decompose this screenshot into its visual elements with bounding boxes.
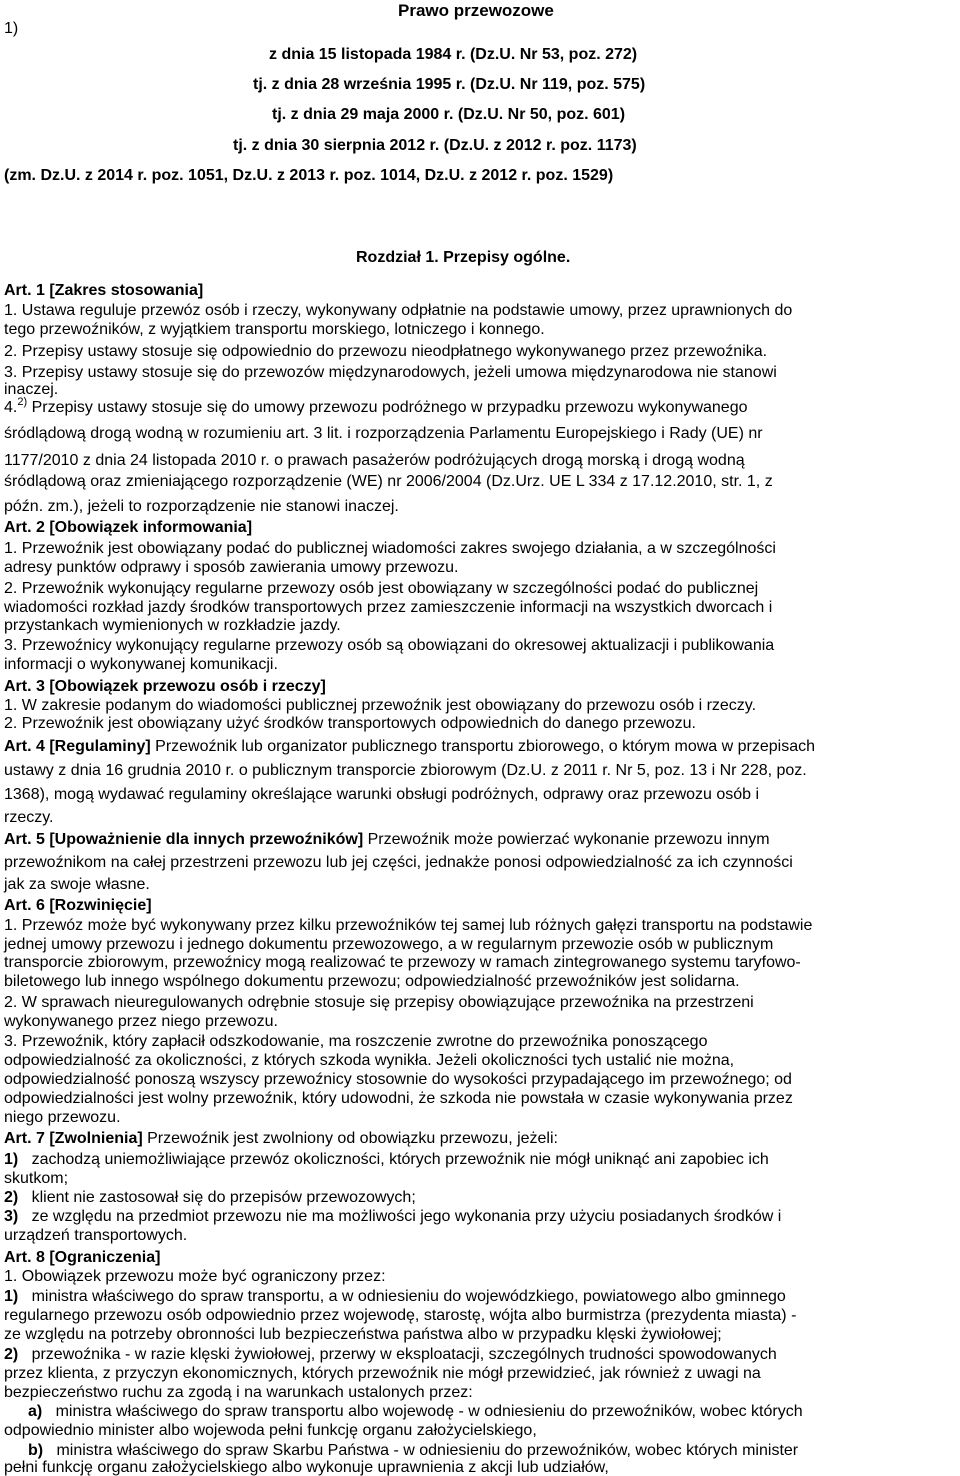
paragraph-line: śródlądową oraz zmieniającego rozporządzenie (WE) nr 2006/2004 (Dz.Urz. UE L 334 z 17.12.2010, str. 1, z <box>4 473 773 490</box>
paragraph-line: 1. Obowiązek przewozu może być ograniczony przez: <box>4 1268 386 1285</box>
date-line: z dnia 15 listopada 1984 r. (Dz.U. Nr 53, poz. 272) <box>269 46 638 63</box>
paragraph-line: biletowego lub innego wspólnego dokumentu przewozu; odpowiedzialność przewoźników jest solidarna. <box>4 973 740 990</box>
item-number: 3) <box>4 1208 19 1225</box>
article-heading: Art. 8 [Ograniczenia] <box>4 1249 161 1266</box>
paragraph-line: rzeczy. <box>4 809 54 826</box>
paragraph-line: 1. W zakresie podanym do wiadomości publicznej przewoźnik jest obowiązany do przewozu osób i rzeczy. <box>4 697 757 714</box>
paragraph-line: wykonywanego przez niego przewozu. <box>4 1013 278 1030</box>
paragraph-line: śródlądową drogą wodną w rozumieniu art. 3 lit. i rozporządzenia Parlamentu Europejskiego i Rady (UE) nr <box>4 425 763 442</box>
list-item <box>4 1150 769 1170</box>
paragraph-text: Przewoźnik jest zwolniony od obowiązku przewozu, jeżeli: <box>147 1130 558 1147</box>
item-number: 1) <box>4 1151 19 1168</box>
paragraph-line: późn. zm.), jeżeli to rozporządzenie nie stanowi inaczej. <box>4 498 399 515</box>
paragraph-line: ustawy z dnia 16 grudnia 2010 r. o publicznym transporcie zbiorowym (Dz.U. z 2011 r. Nr 5, poz. 13 i Nr 228, poz. <box>4 762 807 779</box>
paragraph-line: 1. Przewoźnik jest obowiązany podać do publicznej wiadomości zakres swojego działania, a w szczególności <box>4 540 776 557</box>
amendments-line: (zm. Dz.U. z 2014 r. poz. 1051, Dz.U. z 2013 r. poz. 1014, Dz.U. z 2012 r. poz. 1529) <box>4 167 614 184</box>
paragraph-line: adresy punktów odprawy i sposób zawierania umowy przewozu. <box>4 559 459 576</box>
article-heading: Art. 6 [Rozwinięcie] <box>4 897 152 914</box>
paragraph-line <box>4 1129 558 1149</box>
list-item <box>4 1188 416 1208</box>
paragraph-number: 4. <box>4 399 18 416</box>
list-item-continuation: bezpieczeństwo ruchu za zgodą i na warunkach ustalonych przez: <box>4 1384 473 1401</box>
item-number: 1) <box>4 1288 19 1305</box>
list-subitem-continuation: odpowiednio minister albo wojewoda pełni funkcję organu założycielskiego, <box>4 1422 537 1439</box>
article-heading: Art. 3 [Obowiązek przewozu osób i rzeczy] <box>4 678 326 695</box>
paragraph-text: Przepisy ustawy stosuje się do umowy przewozu podróżnego w przypadku przewozu wykonywanego <box>31 399 748 416</box>
paragraph-line: informacji o wykonywanej komunikacji. <box>4 656 278 673</box>
subitem-text: ministra właściwego do spraw Skarbu Państwa - w odniesieniu do przewoźników, wobec których minister <box>56 1442 799 1459</box>
subitem-text: ministra właściwego do spraw transportu albo wojewodę - w odniesieniu do przewoźników, wobec których <box>55 1403 803 1420</box>
paragraph-line: 3. Przewoźnik, który zapłacił odszkodowanie, ma roszczenie zwrotne do przewoźnika ponoszącego <box>4 1033 708 1050</box>
list-subitem <box>28 1402 803 1422</box>
paragraph-line <box>4 830 770 850</box>
paragraph-line: 2. W sprawach nieuregulowanych odrębnie stosuje się przepisy obowiązujące przewoźnika na przestrzeni <box>4 994 754 1011</box>
paragraph-line: tego przewoźników, z wyjątkiem transportu morskiego, lotniczego i konnego. <box>4 321 545 338</box>
paragraph-line: 2. Przewoźnik wykonujący regularne przewozy osób jest obowiązany w szczególności podać do publicznej <box>4 580 759 597</box>
paragraph-line: 1177/2010 z dnia 24 listopada 2010 r. o prawach pasażerów podróżujących drogą morską i drogą wodną <box>4 452 745 469</box>
footnote-marker: 1) <box>4 20 19 37</box>
paragraph-line: inaczej. <box>4 381 59 398</box>
paragraph-line: 1. Przewóz może być wykonywany przez kilku przewoźników tej samej lub różnych gałęzi transportu na podstawie <box>4 917 813 934</box>
list-item-continuation: ze względu na potrzeby obronności lub bezpieczeństwa państwa albo w przypadku klęski żywiołowej; <box>4 1326 722 1343</box>
item-number: 2) <box>4 1189 19 1206</box>
paragraph-line: transporcie zbiorowym, przewoźnicy mogą realizować te przewozy w ramach zintegrowanego systemu taryfowo- <box>4 954 801 971</box>
paragraph-line <box>4 737 815 757</box>
paragraph-line: 1. Ustawa reguluje przewóz osób i rzeczy, wykonywany odpłatnie na podstawie umowy, przez uprawnionych do <box>4 302 793 319</box>
item-number: 2) <box>4 1346 19 1363</box>
paragraph-line <box>4 398 748 419</box>
paragraph-line: przewoźnikom na całej przestrzeni przewozu lub jej części, jednakże ponosi odpowiedzialność za ich czynności <box>4 854 793 871</box>
article-heading: Art. 4 [Regulaminy] <box>4 738 151 755</box>
paragraph-line: jak za swoje własne. <box>4 876 150 893</box>
article-heading: Art. 5 [Upoważnienie dla innych przewoźników] <box>4 831 364 848</box>
list-subitem-continuation: pełni funkcję organu założycielskiego albo wykonuje uprawnienia z akcji lub udziałów, <box>4 1459 609 1476</box>
paragraph-line: 1368), mogą wydawać regulaminy określające warunki obsługi podróżnych, odprawy oraz przewozu osób i <box>4 786 760 803</box>
article-heading: Art. 7 [Zwolnienia] <box>4 1130 143 1147</box>
item-text: przewoźnika - w razie klęski żywiołowej, przerwy w eksploatacji, szczególnych trudności spowodowanych <box>31 1346 777 1363</box>
paragraph-line: odpowiedzialności jest wolny przewoźnik, który udowodni, że szkoda nie powstała w czasie wykonywania przez <box>4 1090 793 1107</box>
paragraph-text: Przewoźnik może powierzać wykonanie przewozu innym <box>367 831 770 848</box>
paragraph-line: jednej umowy przewozu i jednego dokumentu przewozowego, a w regularnym przewozie osób w publicznym <box>4 936 774 953</box>
chapter-heading: Rozdział 1. Przepisy ogólne. <box>356 249 571 266</box>
paragraph-line: odpowiedzialność za okoliczności, z których szkoda wynikła. Jeżeli okoliczności tych ustalić nie można, <box>4 1052 735 1069</box>
subitem-letter: a) <box>28 1403 43 1420</box>
date-line: tj. z dnia 28 września 1995 r. (Dz.U. Nr 119, poz. 575) <box>253 76 646 93</box>
item-text: klient nie zastosował się do przepisów przewozowych; <box>31 1189 416 1206</box>
list-item-continuation: regularnego przewozu osób odpowiednio przez wojewodę, starostę, wójta albo burmistrza (prezydenta miasta) - <box>4 1307 797 1324</box>
paragraph-line: niego przewozu. <box>4 1109 121 1126</box>
list-item-continuation: skutkom; <box>4 1170 69 1187</box>
page-title: Prawo przewozowe <box>398 1 554 20</box>
item-text: ze względu na przedmiot przewozu nie ma możliwości jego wykonania przy użyciu posiadanych środków i <box>31 1208 782 1225</box>
paragraph-line: 2. Przewoźnik jest obowiązany użyć środków transportowych odpowiednich do danego przewozu. <box>4 715 696 732</box>
article-heading: Art. 2 [Obowiązek informowania] <box>4 519 253 536</box>
subitem-letter: b) <box>28 1442 44 1459</box>
list-item <box>4 1287 786 1307</box>
item-text: ministra właściwego do spraw transportu, a w odniesieniu do wojewódzkiego, powiatowego albo gminnego <box>31 1288 786 1305</box>
item-text: zachodzą uniemożliwiające przewóz okoliczności, których przewoźnik nie mógł uniknąć ani zapobiec ich <box>31 1151 769 1168</box>
date-line: tj. z dnia 30 sierpnia 2012 r. (Dz.U. z 2012 r. poz. 1173) <box>233 137 637 154</box>
date-line: tj. z dnia 29 maja 2000 r. (Dz.U. Nr 50, poz. 601) <box>272 106 626 123</box>
footnote-ref: 2) <box>17 396 28 408</box>
paragraph-line: 3. Przepisy ustawy stosuje się do przewozów międzynarodowych, jeżeli umowa międzynarodowa nie stanowi <box>4 364 777 381</box>
paragraph-line: wiadomości rozkład jazdy środków transportowych przez zamieszczenie informacji na wszystkich dworcach i <box>4 599 773 616</box>
list-item <box>4 1345 777 1365</box>
list-item-continuation: przez klienta, z przyczyn ekonomicznych, których przewoźnik nie mógł przewidzieć, jak również z uwagi na <box>4 1365 761 1382</box>
paragraph-text: Przewoźnik lub organizator publicznego transportu zbiorowego, o którym mowa w przepisach <box>155 738 816 755</box>
paragraph-line: odpowiedzialność ponoszą wszyscy przewoźnicy stosownie do wysokości przypadającego im przewoźnego; od <box>4 1071 792 1088</box>
paragraph-line: 3. Przewoźnicy wykonujący regularne przewozy osób są obowiązani do okresowej aktualizacji i publikowania <box>4 637 775 654</box>
paragraph-line: 2. Przepisy ustawy stosuje się odpowiednio do przewozu nieodpłatnego wykonywanego przez przewoźnika. <box>4 343 768 360</box>
article-heading: Art. 1 [Zakres stosowania] <box>4 282 204 299</box>
list-item <box>4 1207 781 1227</box>
list-item-continuation: urządzeń transportowych. <box>4 1227 188 1244</box>
paragraph-line: przystankach wymienionych w rozkładzie jazdy. <box>4 617 341 634</box>
